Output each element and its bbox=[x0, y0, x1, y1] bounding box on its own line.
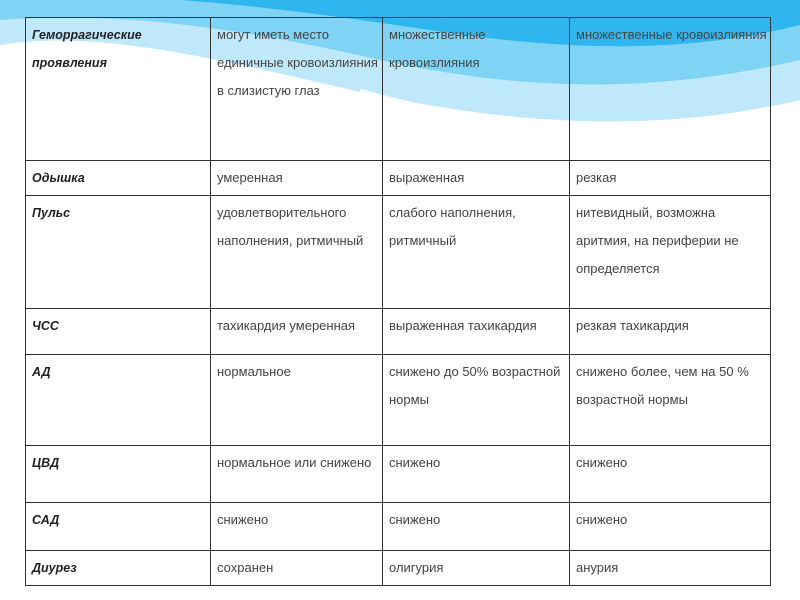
row-label: САД bbox=[26, 503, 211, 551]
table-cell: снижено bbox=[570, 446, 771, 503]
table-cell: могут иметь место единичные кровоизлияния в слизистую глаз bbox=[211, 18, 383, 161]
table-row bbox=[26, 309, 771, 355]
table-cell: снижено bbox=[570, 503, 771, 551]
table-cell: удовлетворительного наполнения, ритмичный bbox=[211, 196, 383, 309]
comparison-table bbox=[25, 17, 771, 586]
table-cell: снижено bbox=[383, 503, 570, 551]
table-cell: выраженная тахикардия bbox=[383, 309, 570, 355]
table-cell: снижено более, чем на 50 % возрастной нормы bbox=[570, 355, 771, 446]
table-cell: резкая bbox=[570, 161, 771, 196]
table-cell: тахикардия умеренная bbox=[211, 309, 383, 355]
table-cell: сохранен bbox=[211, 551, 383, 586]
table-cell: нормальное bbox=[211, 355, 383, 446]
row-label: Пульс bbox=[26, 196, 211, 309]
table-row bbox=[26, 161, 771, 196]
table-cell: слабого наполнения, ритмичный bbox=[383, 196, 570, 309]
table-cell: множественные кровоизлияния bbox=[383, 18, 570, 161]
table-cell: нитевидный, возможна аритмия, на периферии не определяется bbox=[570, 196, 771, 309]
table-cell: олигурия bbox=[383, 551, 570, 586]
table-row bbox=[26, 446, 771, 503]
table-row bbox=[26, 18, 771, 161]
table-cell: умеренная bbox=[211, 161, 383, 196]
row-label: Одышка bbox=[26, 161, 211, 196]
table-cell: множественные кровоизлияния bbox=[570, 18, 771, 161]
table-cell: выраженная bbox=[383, 161, 570, 196]
row-label: Геморрагические проявления bbox=[26, 18, 211, 161]
table-cell: резкая тахикардия bbox=[570, 309, 771, 355]
row-label: ЦВД bbox=[26, 446, 211, 503]
table-cell: нормальное или снижено bbox=[211, 446, 383, 503]
row-label: АД bbox=[26, 355, 211, 446]
table-cell: снижено bbox=[383, 446, 570, 503]
table-cell: снижено до 50% возрастной нормы bbox=[383, 355, 570, 446]
table-cell: анурия bbox=[570, 551, 771, 586]
table-row bbox=[26, 551, 771, 586]
table-row bbox=[26, 355, 771, 446]
table-cell: снижено bbox=[211, 503, 383, 551]
table-row bbox=[26, 196, 771, 309]
row-label: Диурез bbox=[26, 551, 211, 586]
row-label: ЧСС bbox=[26, 309, 211, 355]
table-row bbox=[26, 503, 771, 551]
